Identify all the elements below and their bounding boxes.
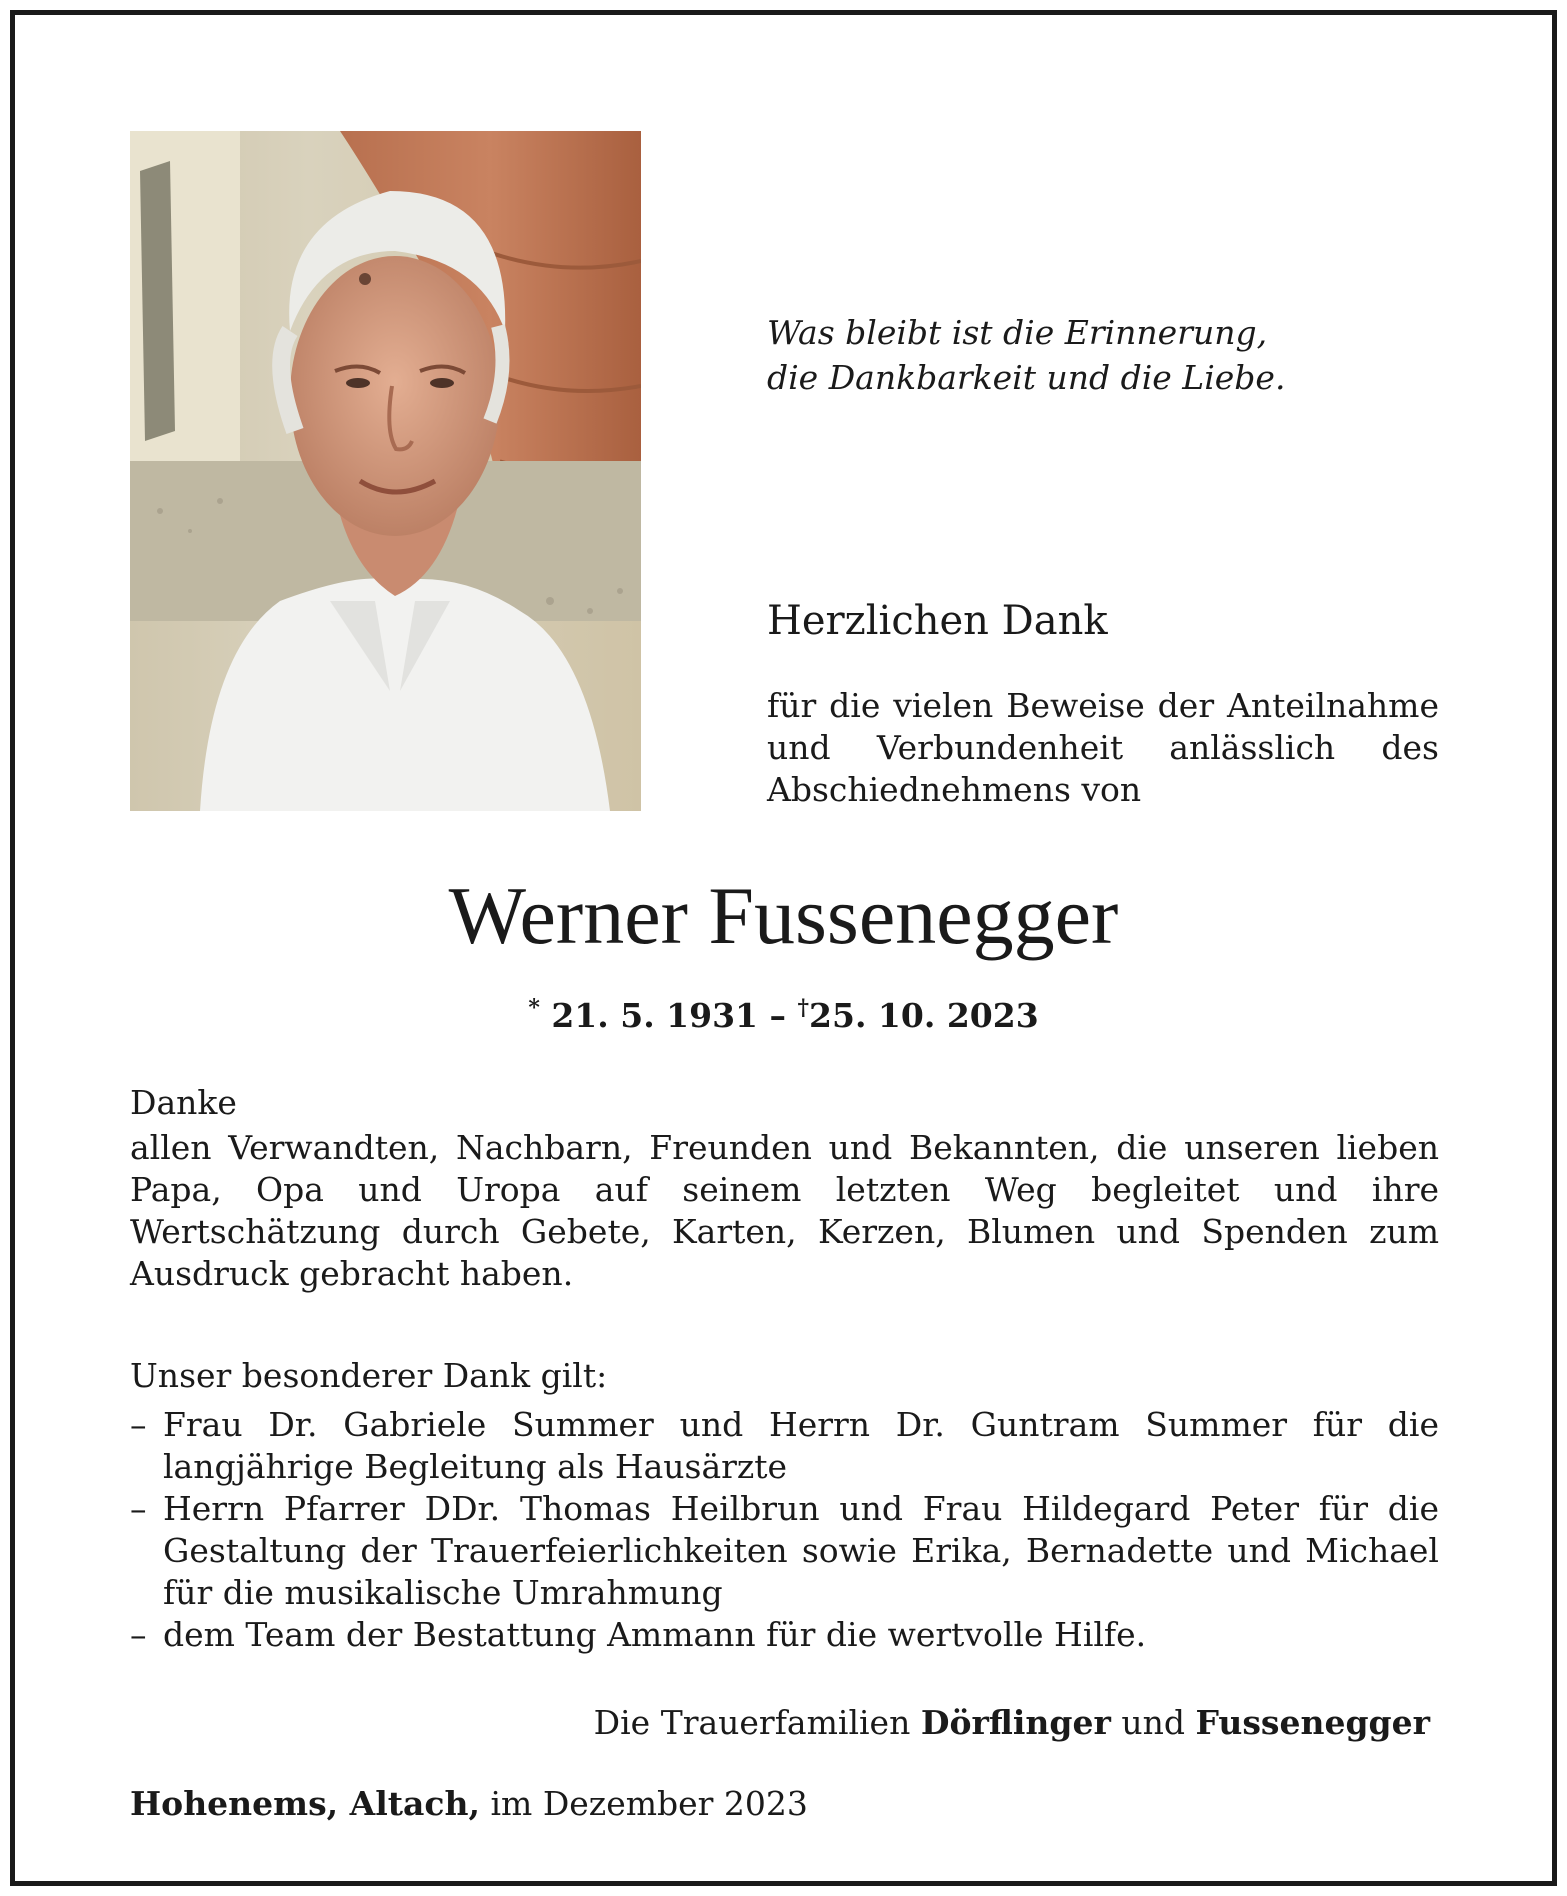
signature (594, 1702, 1430, 1744)
deceased-name: Werner Fussenegger (448, 870, 1119, 961)
places: Hohenems, Altach, (130, 1784, 480, 1823)
list-item: – Herrn Pfarrer DDr. Thomas Heilbrun und Frau Hildegard Peter für die Gestaltung der Trauerfeierlichkeiten sowie Erika, Bernadette und Michael für die musikalische Umrahmung (130, 1489, 1439, 1612)
death-date: 25. 10. 2023 (809, 996, 1039, 1035)
danke-heading: Danke (130, 1083, 237, 1122)
death-symbol: † (797, 995, 810, 1021)
family-name-2: Fussenegger (1195, 1703, 1430, 1742)
list-item: – Frau Dr. Gabriele Summer und Herrn Dr. Guntram Summer für die langjährige Begleitung als Hausärzte (130, 1405, 1439, 1486)
quote-line-2: die Dankbarkeit und die Liebe. (767, 358, 1286, 397)
signature-conjunction: und (1121, 1703, 1185, 1742)
special-thanks-heading: Unser besonderer Dank gilt: (130, 1356, 608, 1395)
intro-text: für die vielen Beweise der Anteilnahme und Verbundenheit anlässlich des Abschiednehmens von (767, 686, 1439, 809)
special-thanks-list (130, 1404, 1439, 1656)
memorial-quote (767, 310, 1285, 400)
thanks-title: Herzlichen Dank (767, 598, 1108, 644)
danke-body: allen Verwandten, Nachbarn, Freunden und Bekannten, die unseren lieben Papa, Opa und Uropa auf seinem letzten Weg begleitet und ihre Wertschätzung durch Gebete, Karten, Kerzen, Blumen und Spenden zum Ausdruck gebracht haben. (130, 1128, 1439, 1293)
place-date (130, 1783, 808, 1825)
list-item: – dem Team der Bestattung Ammann für die wertvolle Hilfe. (130, 1615, 1147, 1654)
family-name-1: Dörflinger (920, 1703, 1111, 1742)
life-dates (0, 987, 1567, 1037)
date-separator: – (769, 996, 787, 1035)
portrait-photo (130, 131, 641, 811)
date: im Dezember 2023 (490, 1784, 808, 1823)
birth-date: 21. 5. 1931 (551, 996, 759, 1035)
signature-prefix: Die Trauerfamilien (593, 1703, 911, 1742)
birth-symbol: * (528, 995, 540, 1021)
quote-line-1: Was bleibt ist die Erinnerung, (767, 313, 1268, 352)
